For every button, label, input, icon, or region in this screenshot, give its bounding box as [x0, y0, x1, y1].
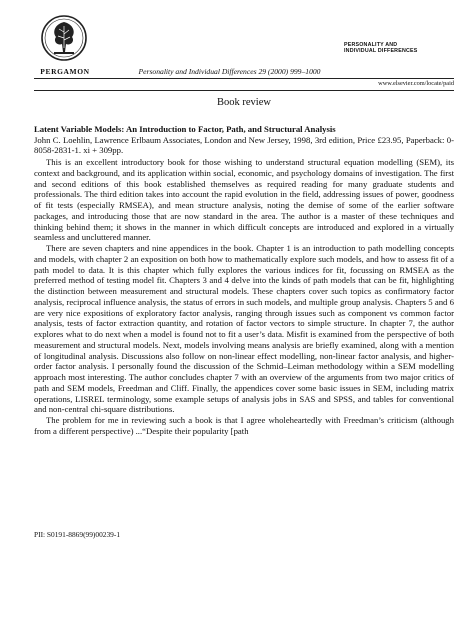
- publisher-name: PERGAMON: [40, 67, 90, 76]
- book-meta: John C. Loehlin, Lawrence Erlbaum Associates, London and New Jersey, 1998, 3rd edition, Price £23.95, Paperback: 0-8058-2831-1. xi + 309pp.: [34, 134, 454, 155]
- body-paragraph-2: There are seven chapters and nine appendices in the book. Chapter 1 is an introduction to path modelling concepts and models, with chapter 2 an exposition on both how to mathematically explore such models, and how to assess fit of a path model to data. It is this chapter which fully explores the various indices for fit, focussing on RMSEA as the preferred method of testing model fit. Chapters 3 and 4 delve into the kinds of path models that can be fit, highlighting the distinction between measurement and structural models. These chapters cover such topics as confirmatory factor analysis, reciprocal influence analysis, the status of errors in such models, and multiple group analysis. Chapters 5 and 6 are very nice expositions of exploratory factor analysis, ranging through issues such as component vs common factor analysis, tests of factor extraction quantity, and rotation of factor vectors to simple structure. In chapter 7, the author explores what to do next when a model is found not to fit a user’s data. Misfit is examined from the perspective of both measurement and structural models. Next, models involving means analysis are briefly examined, along with a mention of longitudinal analysis. Discussions also follow on non-linear effect modelling, non-linear factor analysis, and higher-order factor analysis. I personally found the discussion of the Schmid–Leiman methodology within a SEM modelling approach most interesting. The author concludes chapter 7 with an overview of the arguments from two major critics of path and SEM models, Freedman and Cliff. Finally, the appendices cover some basic issues in SEM, including matrix operations, LISREL terminology, some example setups of analysis jobs in SAS and SPSS, and tables for conventional and non-central chi-square distributions.: [34, 243, 454, 415]
- pii-footer: PII: S0191-8869(99)00239-1: [34, 530, 121, 539]
- journal-name-line-2: INDIVIDUAL DIFFERENCES: [344, 48, 418, 55]
- header-rule-bottom: [34, 90, 454, 91]
- body-paragraph-3: The problem for me in reviewing such a book is that I agree wholeheartedly with Freedman’s criticism (although from a different perspective) ...“Despite their popularity [path: [34, 415, 454, 436]
- review-body: [34, 157, 454, 437]
- journal-name: [344, 42, 454, 54]
- publisher-logo-icon: [40, 12, 88, 66]
- journal-name-line-1: PERSONALITY AND: [344, 42, 398, 48]
- header-rule-top: [34, 78, 454, 79]
- journal-url: www.elsevier.com/locate/paid: [378, 80, 454, 87]
- section-title: Book review: [217, 97, 271, 108]
- review-citation: [34, 124, 454, 156]
- body-paragraph-1: This is an excellent introductory book for those wishing to understand structural equation modelling (SEM), its context and background, and its application within social, economic, and psychology domains of investigation. The first and second editions of this book established themselves as required reading for many graduate students and professionals. The third edition takes into account the rapid evolution in the field, addressing issues of power, goodness of fit tests (especially RMSEA), and mean structure analysis, noting the demise of some of the earlier software packages, and introducing those that are now standard in the area. The author is a master of these techniques and thinking behind them; it shows in the manner in which difficult concepts are introduced and explored in a virtually seamless and uncluttered manner.: [34, 157, 454, 243]
- journal-citation: Personality and Individual Differences 29 (2000) 999–1000: [138, 67, 321, 76]
- book-title: Latent Variable Models: An Introduction to Factor, Path, and Structural Analysis: [34, 124, 336, 134]
